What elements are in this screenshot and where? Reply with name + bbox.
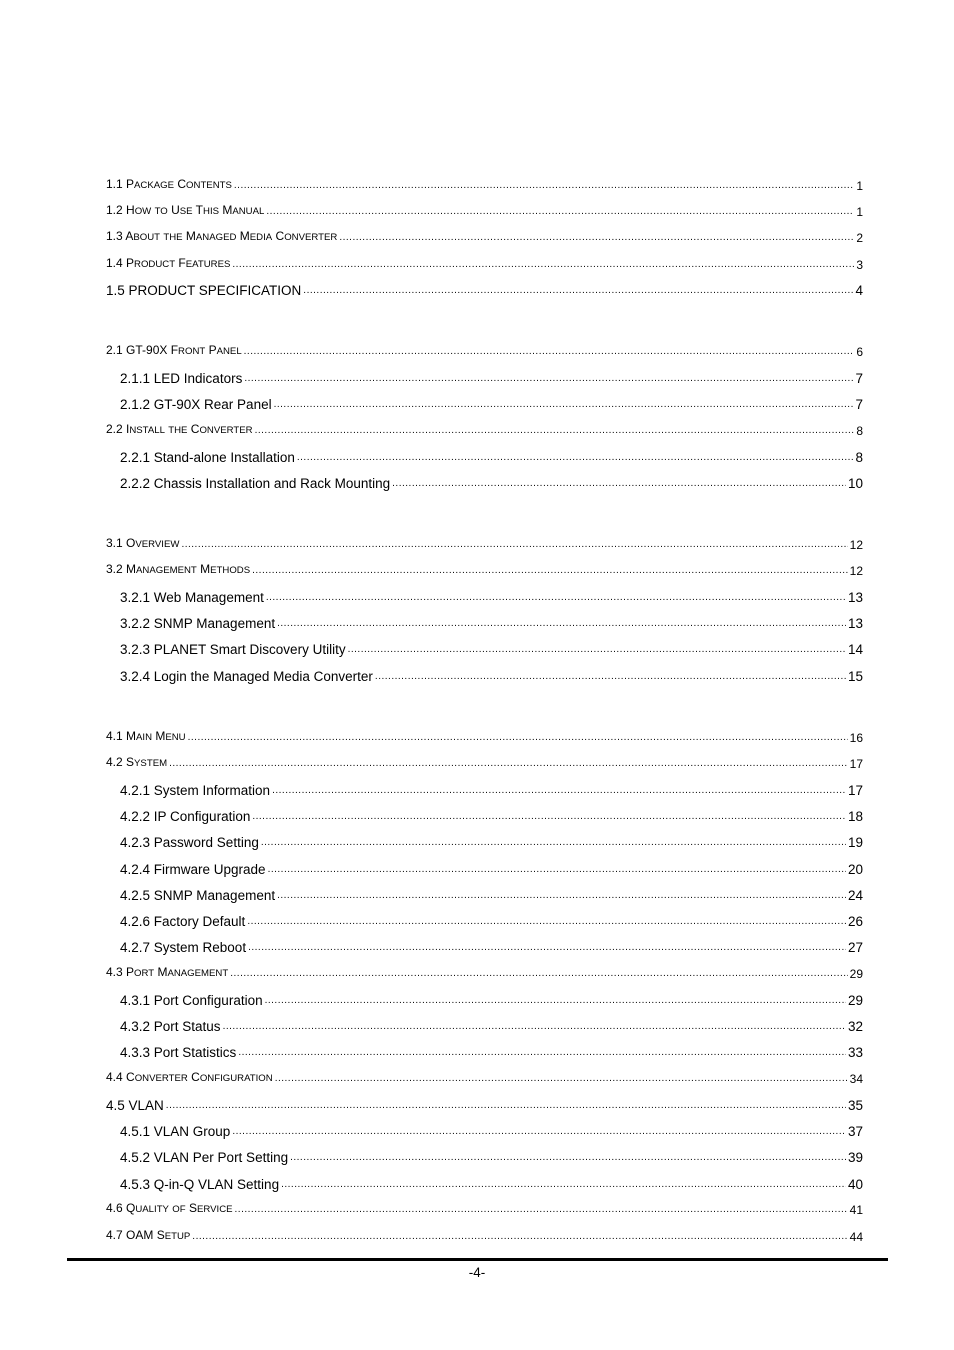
dot-leader xyxy=(188,729,848,747)
toc-page-number: 13 xyxy=(847,616,863,631)
toc-page-number: 29 xyxy=(847,993,863,1008)
toc-page-number: 17 xyxy=(847,783,863,798)
toc-page-number: 1 xyxy=(856,205,863,219)
small-caps-title: CONVERTER CONFIGURATION xyxy=(126,1070,273,1084)
toc-entry[interactable] xyxy=(120,615,863,633)
toc-entry-title: 2.2.2 Chassis Installation and Rack Mounting xyxy=(120,476,391,491)
toc-entry-title: 4.2.7 System Reboot xyxy=(120,940,247,955)
dot-leader xyxy=(232,256,854,274)
toc-page-number: 7 xyxy=(855,397,863,412)
toc-entry[interactable] xyxy=(106,755,863,773)
dot-leader xyxy=(255,422,855,440)
toc-entry-title: 4.5.1 VLAN Group xyxy=(120,1124,231,1139)
toc-entry[interactable] xyxy=(106,729,863,747)
toc-page-number: 10 xyxy=(847,476,863,491)
toc-entry[interactable] xyxy=(120,939,863,957)
toc-page-number: 17 xyxy=(849,757,863,771)
toc-entry-title: 3.2.4 Login the Managed Media Converter xyxy=(120,669,373,684)
toc-entry-title: 3.2.3 PLANET Smart Discovery Utility xyxy=(120,642,346,657)
toc-entry[interactable] xyxy=(106,422,863,440)
toc-page-number: 16 xyxy=(849,731,863,745)
toc-entry[interactable] xyxy=(106,229,863,247)
toc-entry-title: 1.5 PRODUCT SPECIFICATION xyxy=(106,283,302,298)
toc-entry[interactable] xyxy=(106,1070,863,1088)
toc-page-number: 7 xyxy=(855,371,863,386)
toc-entry-title: 1.2 HOW TO USE THIS MANUAL xyxy=(106,203,265,217)
toc-entry[interactable] xyxy=(106,343,863,361)
toc-entry[interactable] xyxy=(120,834,863,852)
toc-entry[interactable] xyxy=(120,1018,863,1036)
toc-entry-title: 4.2.2 IP Configuration xyxy=(120,809,251,824)
dot-leader xyxy=(265,992,846,1010)
toc-page-number: 35 xyxy=(847,1098,863,1113)
dot-leader xyxy=(181,536,847,554)
toc-entry[interactable] xyxy=(120,475,863,493)
dot-leader xyxy=(223,1018,846,1036)
toc-page-number: 26 xyxy=(847,914,863,929)
toc-entry-title: 4.3 PORT MANAGEMENT xyxy=(106,965,229,979)
toc-page-number: 8 xyxy=(855,450,863,465)
dot-leader xyxy=(238,1044,846,1062)
toc-entry-title: 4.3.2 Port Status xyxy=(120,1019,221,1034)
dot-leader xyxy=(272,782,846,800)
toc-page-number: 33 xyxy=(847,1045,863,1060)
dot-leader xyxy=(244,343,855,361)
toc-entry[interactable] xyxy=(106,1097,863,1115)
small-caps-title: MANAGEMENT METHODS xyxy=(126,562,251,576)
toc-entry[interactable] xyxy=(106,1201,863,1219)
small-caps-title: HOW TO USE THIS MANUAL xyxy=(126,203,265,217)
page-number-footer: -4- xyxy=(468,1265,486,1280)
footer-rule xyxy=(67,1258,888,1261)
dot-leader xyxy=(192,1228,847,1246)
toc-entry-title: 4.5 VLAN xyxy=(106,1098,164,1113)
toc-entry-title: 2.1.2 GT-90X Rear Panel xyxy=(120,397,272,412)
small-caps-title: FRONT PANEL xyxy=(170,343,242,357)
dot-leader xyxy=(290,1149,846,1167)
dot-leader xyxy=(235,1201,848,1219)
toc-entry-title: 1.4 PRODUCT FEATURES xyxy=(106,256,231,270)
dot-leader xyxy=(248,939,846,957)
dot-leader xyxy=(266,589,846,607)
dot-leader xyxy=(252,562,848,580)
toc-entry[interactable] xyxy=(106,536,863,554)
toc-page-number: 14 xyxy=(847,642,863,657)
toc-entry[interactable] xyxy=(120,861,863,879)
dot-leader xyxy=(244,370,853,388)
toc-entry-title: 4.3.3 Port Statistics xyxy=(120,1045,237,1060)
toc-entry[interactable] xyxy=(120,641,863,659)
toc-page-number: 24 xyxy=(847,888,863,903)
dot-leader xyxy=(230,965,847,983)
dot-leader xyxy=(277,887,846,905)
toc-entry-title: 4.5.3 Q-in-Q VLAN Setting xyxy=(120,1177,280,1192)
toc-entry-title: 4.3.1 Port Configuration xyxy=(120,993,263,1008)
toc-entry[interactable] xyxy=(120,370,863,388)
toc-page-number: 37 xyxy=(847,1124,863,1139)
toc-entry[interactable] xyxy=(120,1123,863,1141)
dot-leader xyxy=(297,449,854,467)
toc-entry-title: 1.1 PACKAGE CONTENTS xyxy=(106,177,232,191)
toc-page-number: 12 xyxy=(849,538,863,552)
small-caps-title: PORT MANAGEMENT xyxy=(126,965,229,979)
small-caps-title: MAIN MENU xyxy=(126,729,186,743)
toc-entry[interactable] xyxy=(120,589,863,607)
toc-entry[interactable] xyxy=(120,668,863,686)
toc-entry[interactable] xyxy=(106,1228,863,1246)
toc-page-number: 8 xyxy=(856,424,863,438)
toc-entry-title: 2.1.1 LED Indicators xyxy=(120,371,243,386)
dot-leader xyxy=(348,641,846,659)
toc-entry[interactable] xyxy=(106,256,863,274)
toc-page-number: 18 xyxy=(847,809,863,824)
toc-page-number: 3 xyxy=(856,258,863,272)
dot-leader xyxy=(234,177,854,195)
toc-entry-title: 3.2.1 Web Management xyxy=(120,590,264,605)
dot-leader xyxy=(247,913,846,931)
toc-entry-title: 3.2.2 SNMP Management xyxy=(120,616,276,631)
toc-entry[interactable] xyxy=(120,808,863,826)
toc-entry-title: 4.2.3 Password Setting xyxy=(120,835,259,850)
toc-entry-title: 4.6 QUALITY OF SERVICE xyxy=(106,1201,233,1215)
toc-entry[interactable] xyxy=(106,203,863,221)
toc-entry-title: 4.2.5 SNMP Management xyxy=(120,888,276,903)
dot-leader xyxy=(375,668,846,686)
toc-page-number: 27 xyxy=(847,940,863,955)
toc-entry-title: 1.3 ABOUT THE MANAGED MEDIA CONVERTER xyxy=(106,229,338,243)
dot-leader xyxy=(268,861,846,879)
toc-entry-title: 2.1 GT-90X FRONT PANEL xyxy=(106,343,242,357)
toc-entry-title: 4.4 CONVERTER CONFIGURATION xyxy=(106,1070,273,1084)
toc-page-number: 15 xyxy=(847,669,863,684)
toc-page-number: 34 xyxy=(849,1072,863,1086)
small-caps-title: ABOUT THE MANAGED MEDIA CONVERTER xyxy=(125,229,338,243)
toc-page-number: 2 xyxy=(856,231,863,245)
toc-page-number: 41 xyxy=(849,1203,863,1217)
dot-leader xyxy=(266,203,854,221)
toc-entry[interactable] xyxy=(106,282,863,300)
toc-entry[interactable] xyxy=(106,177,863,195)
small-caps-title: SETUP xyxy=(156,1228,191,1242)
toc-entry-title: 4.2.4 Firmware Upgrade xyxy=(120,862,266,877)
small-caps-title: PRODUCT FEATURES xyxy=(126,256,231,270)
small-caps-title: QUALITY OF SERVICE xyxy=(126,1201,233,1215)
toc-page-number: 1 xyxy=(856,179,863,193)
toc-entry-title: 2.2 INSTALL THE CONVERTER xyxy=(106,422,253,436)
toc-entry[interactable] xyxy=(120,449,863,467)
toc-entry-title: 4.2.1 System Information xyxy=(120,783,271,798)
dot-leader xyxy=(281,1176,846,1194)
toc-page-number: 32 xyxy=(847,1019,863,1034)
toc-entry[interactable] xyxy=(120,396,863,414)
toc-entry-title: 4.2.6 Factory Default xyxy=(120,914,246,929)
toc-entry[interactable] xyxy=(106,965,863,983)
toc-entry[interactable] xyxy=(120,782,863,800)
dot-leader xyxy=(261,834,846,852)
small-caps-title: PACKAGE CONTENTS xyxy=(126,177,232,191)
toc-entry-title: 4.5.2 VLAN Per Port Setting xyxy=(120,1150,289,1165)
toc-page-number: 6 xyxy=(856,345,863,359)
toc-entry-title: 4.2 SYSTEM xyxy=(106,755,168,769)
toc-entry-title: 3.1 OVERVIEW xyxy=(106,536,180,550)
toc-page-number: 20 xyxy=(847,862,863,877)
toc-entry[interactable] xyxy=(120,887,863,905)
toc-entry-title: 2.2.1 Stand-alone Installation xyxy=(120,450,295,465)
toc-page-number: 29 xyxy=(849,967,863,981)
dot-leader xyxy=(277,615,846,633)
dot-leader xyxy=(232,1123,846,1141)
toc-entry[interactable] xyxy=(106,562,863,580)
toc-page-number: 4 xyxy=(855,283,863,298)
toc-entry[interactable] xyxy=(120,1149,863,1167)
small-caps-title: SYSTEM xyxy=(126,755,168,769)
toc-entry-title: 3.2 MANAGEMENT METHODS xyxy=(106,562,251,576)
dot-leader xyxy=(274,396,854,414)
toc-entry[interactable] xyxy=(120,1176,863,1194)
toc-entry-title: 4.7 OAM SETUP xyxy=(106,1228,191,1242)
toc-page-number: 39 xyxy=(847,1150,863,1165)
dot-leader xyxy=(392,475,846,493)
toc-entry-title: 4.1 MAIN MENU xyxy=(106,729,186,743)
toc-page-number: 19 xyxy=(847,835,863,850)
toc-entry[interactable] xyxy=(120,992,863,1010)
dot-leader xyxy=(169,755,848,773)
dot-leader xyxy=(252,808,846,826)
small-caps-title: INSTALL THE CONVERTER xyxy=(126,422,253,436)
toc-page-number: 44 xyxy=(849,1230,863,1244)
small-caps-title: OVERVIEW xyxy=(126,536,180,550)
toc-entry[interactable] xyxy=(120,913,863,931)
toc-page-number: 13 xyxy=(847,590,863,605)
dot-leader xyxy=(303,282,853,300)
dot-leader xyxy=(275,1070,848,1088)
toc-entry[interactable] xyxy=(120,1044,863,1062)
dot-leader xyxy=(166,1097,846,1115)
toc-page-number: 40 xyxy=(847,1177,863,1192)
toc-page-number: 12 xyxy=(849,564,863,578)
dot-leader xyxy=(339,229,854,247)
